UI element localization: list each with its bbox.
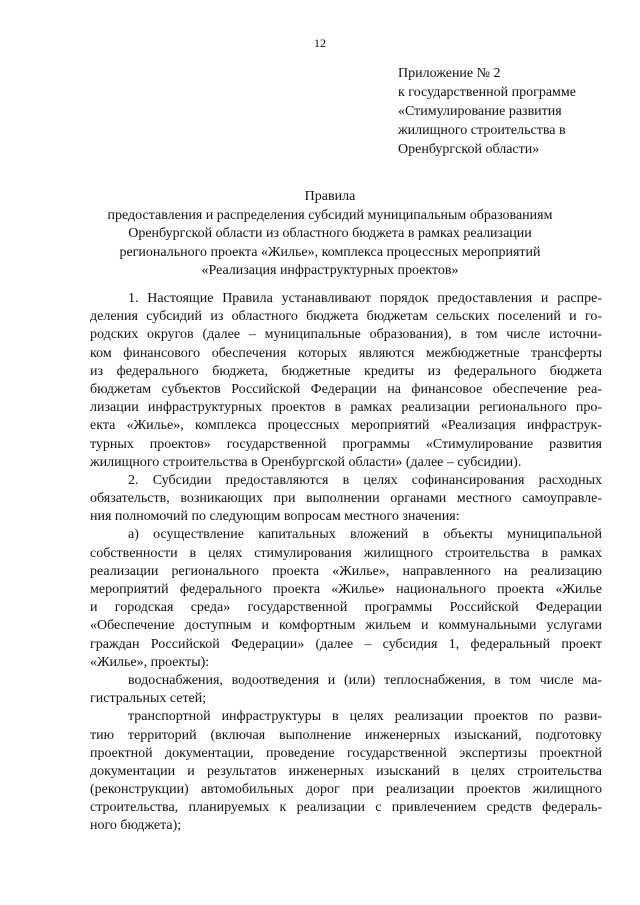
paragraph-1-line: лизации инфраструктурных проектов в рамках реализации регионального про- [90,400,602,416]
title-line: регионального проекта «Жилье», комплекса процессных мероприятий [119,244,541,260]
document-body [90,290,602,836]
paragraph-1-line: бюджетам субъектов Российской Федерации на финансовое обеспечение реа- [90,381,602,397]
title-line: предоставления и распределения субсидий муниципальным образованиям [107,207,553,223]
paragraph-1-line: екта «Жилье», комплекса процессных мероприятий «Реализация инфраструк- [90,418,602,434]
appendix-line: Приложение № 2 [398,66,501,81]
paragraph-1-line: из федерального бюджета, бюджетные кредиты из федерального бюджета [90,363,602,379]
subitem-a-line: собственности в целях стимулирования жилищного строительства в рамках [90,545,602,561]
subitem-a-line: и городская среда» государственной программы Российской Федерации [90,600,602,616]
document-title [70,188,590,281]
title-line: «Реализация инфраструктурных проектов» [201,263,459,278]
transport-line: проектной документации, проведение государственной экспертизы проектной [90,745,602,761]
paragraph-1-line: ком финансового обеспечения которых являются межбюджетные трансферты [90,345,602,361]
subitem-a-line: «Обеспечение доступным и комфортным жильем и коммунальными услугами [90,618,602,634]
paragraph-2-line: ния полномочий по следующим вопросам местного значения: [90,509,460,525]
transport-line: строительства, планируемых к реализации с привлечением средств федераль- [90,800,602,816]
water-supply-line: водоснабжения, водоотведения и (или) теплоснабжения, в том числе ма- [128,672,602,688]
appendix-note [398,64,628,159]
page-number: 12 [314,36,326,50]
appendix-line: «Стимулирование развития [398,104,562,119]
subitem-a-line: а) осуществление капитальных вложений в объекты муниципальной [128,527,602,543]
paragraph-1-line: 1. Настоящие Правила устанавливают порядок предоставления и распре- [128,291,602,306]
title-heading: Правила [304,189,356,204]
subitem-a-line: реализации регионального проекта «Жилье», направленного на реализацию [90,563,602,579]
appendix-line: жилищного строительства в [398,123,566,138]
transport-line: транспортной инфраструктуры в целях реализации проектов по разви- [128,709,602,725]
subitem-a-line: «Жилье», проекты): [90,654,210,670]
transport-line: тию территорий (включая выполнение инженерных изысканий, подготовку [90,727,602,743]
title-line: Оренбургской области из областного бюджета в рамках реализации [128,226,532,241]
transport-line: ного бюджета); [90,818,182,834]
subitem-a-line: мероприятий федерального проекта «Жилье» национального проекта «Жилье [90,582,602,597]
subitem-a-line: граждан Российской Федерации» (далее – субсидия 1, федеральный проект [90,636,602,652]
water-supply-line: гистральных сетей; [90,691,207,707]
transport-line: (реконструкции) автомобильных дорог при реализации проектов жилищного [90,782,602,798]
paragraph-1-line: деления субсидий из областного бюджета бюджетам сельских поселений и го- [90,309,602,325]
paragraph-1-line: жилищного строительства в Оренбургской области» (далее – субсидии). [90,454,522,470]
paragraph-2-line: 2. Субсидии предоставляются в целях софинансирования расходных [128,472,602,488]
paragraph-2-line: обязательств, возникающих при выполнении органами местного самоуправле- [90,491,602,507]
appendix-line: Оренбургской области» [398,142,540,157]
paragraph-1-line: родских округов (далее – муниципальные образования), в том числе источни- [90,327,602,343]
appendix-line: к государственной программе [398,85,576,100]
paragraph-1-line: турных проектов» государственной программы «Стимулирование развития [90,436,602,452]
transport-line: документации и результатов инженерных изысканий в целях строительства [90,763,602,779]
